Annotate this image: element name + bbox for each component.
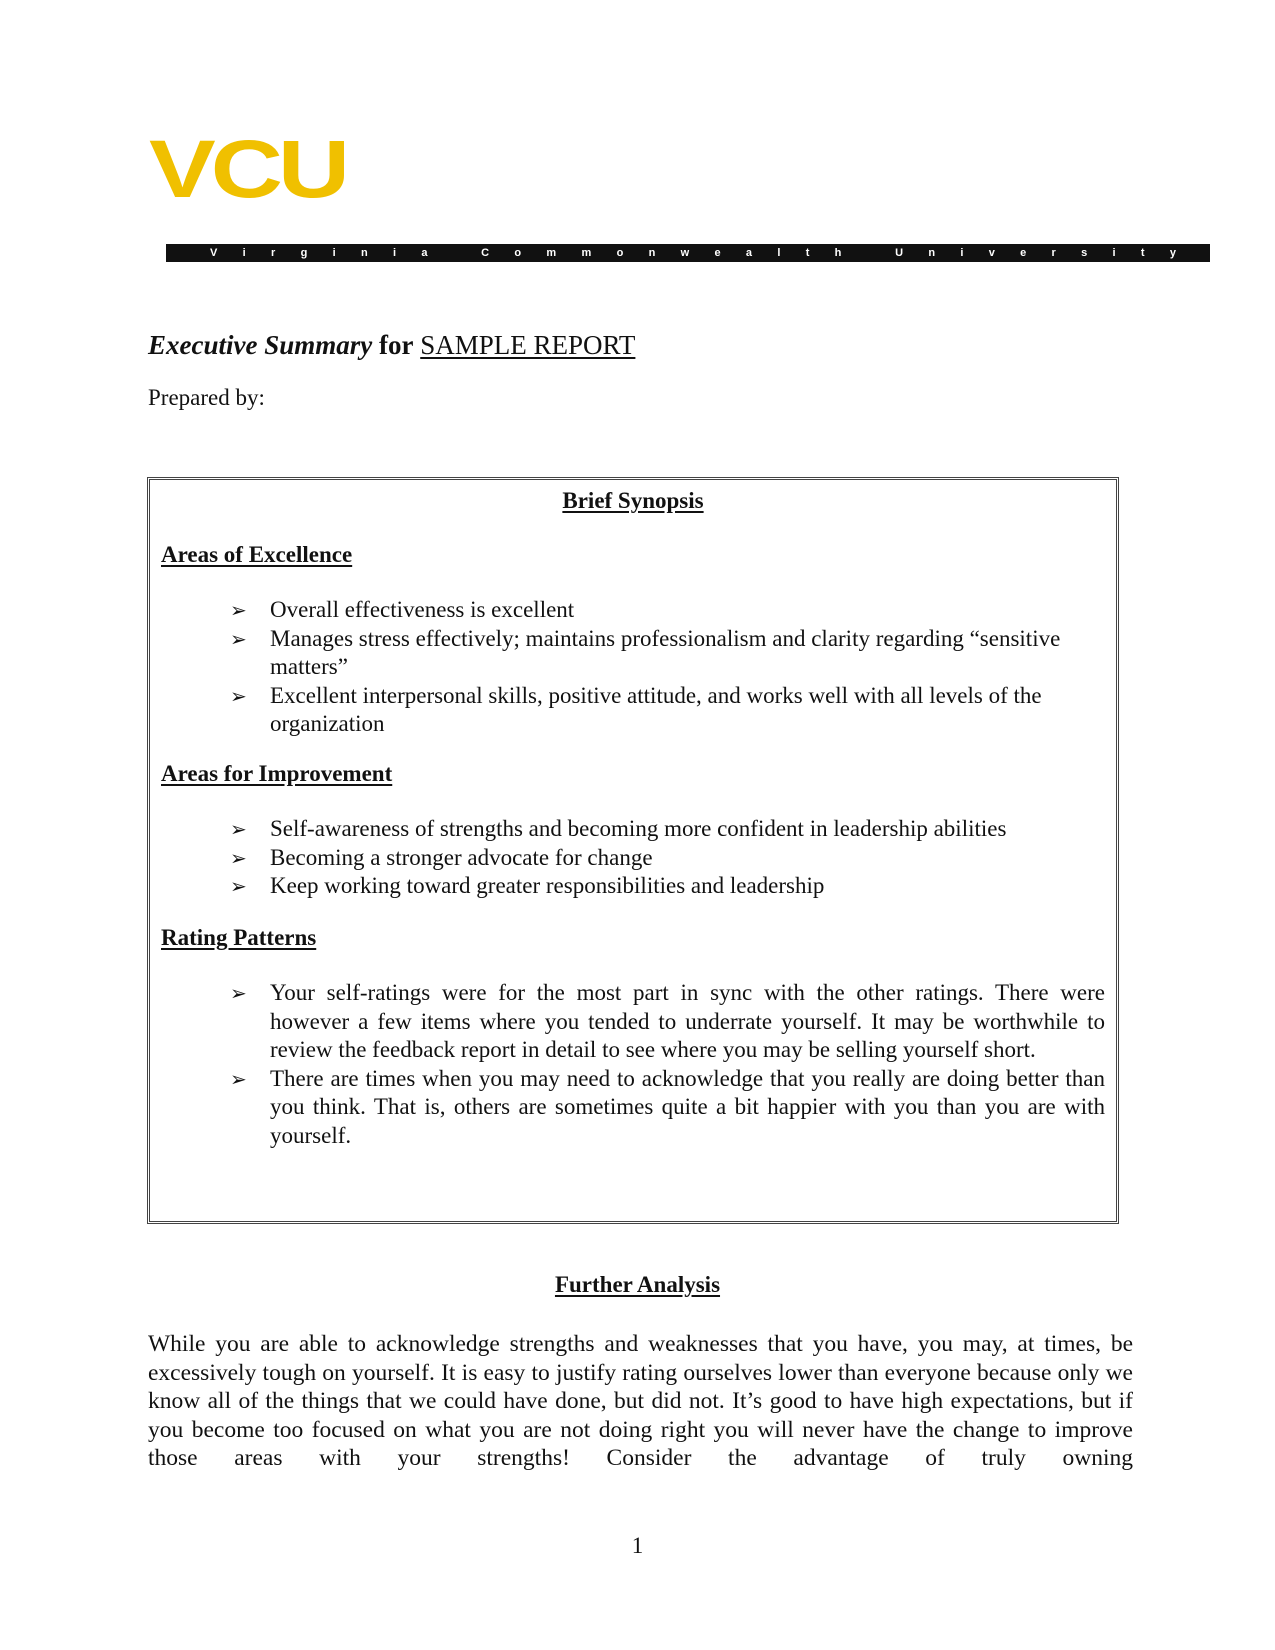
tagline-letter: n (360, 247, 368, 259)
arrow-bullet-icon: ➢ (230, 874, 247, 898)
tagline-letter: e (1020, 247, 1027, 259)
tagline-gap (867, 247, 870, 259)
title-report-name: SAMPLE REPORT (420, 330, 636, 360)
tagline-letter: t (805, 247, 810, 259)
tagline-gap (453, 247, 456, 259)
arrow-bullet-icon: ➢ (230, 626, 247, 651)
list-item-text: Manages stress effectively; maintains professionalism and clarity regarding “sensitive matters” (270, 625, 1061, 679)
logo-tagline-bar (166, 244, 1210, 262)
list-item-text: Overall effectiveness is excellent (270, 597, 575, 622)
tagline-letter: e (714, 247, 721, 259)
excellence-heading: Areas of Excellence (161, 542, 353, 567)
tagline-letter: w (680, 247, 690, 259)
tagline-letter: i (960, 247, 964, 259)
tagline-letter: a (421, 247, 428, 259)
list-item-text: Becoming a stronger advocate for change (270, 844, 653, 870)
tagline-letter: y (1169, 247, 1176, 259)
list-item (230, 1065, 1105, 1151)
arrow-bullet-icon: ➢ (230, 817, 247, 841)
synopsis-heading: Brief Synopsis (562, 488, 704, 513)
tagline-letter: i (1112, 247, 1116, 259)
tagline-letter: r (1051, 247, 1056, 259)
tagline-letter: t (1140, 247, 1145, 259)
synopsis-box (147, 477, 1119, 1224)
tagline-letter: V (210, 247, 218, 259)
page-number: 1 (631, 1533, 644, 1558)
tagline-letter: o (616, 247, 624, 259)
tagline-letter: l (777, 247, 781, 259)
list-item (230, 844, 1105, 873)
tagline-letter: i (393, 247, 397, 259)
list-item-text: Excellent interpersonal skills, positive attitude, and works well with all levels of the organization (270, 682, 1042, 736)
tagline-letter: s (1081, 247, 1088, 259)
list-item (230, 979, 1105, 1065)
further-analysis-paragraph: While you are able to acknowledge strengths and weaknesses that you have, you may, at times, be excessively tough on yourself. It is easy to justify rating ourselves lower than everyone because only we know all of the things that we could have done, but did not. It’s good to have high expectations, but if you become too focused on what you are not doing right you will never have the change to improve those areas with your strengths! Consider the advantage of truly owning (148, 1331, 1133, 1471)
tagline-letter: U (895, 247, 904, 259)
tagline-letter: r (271, 247, 276, 259)
title-italic: Executive Summary (148, 330, 373, 360)
list-item (230, 872, 1105, 901)
rating-list (230, 979, 1105, 1150)
list-item (230, 682, 1105, 739)
arrow-bullet-icon: ➢ (230, 981, 247, 1005)
list-item (230, 625, 1105, 682)
list-item (230, 815, 1105, 844)
list-item (230, 596, 1105, 625)
vcu-logo: VCU (149, 123, 346, 215)
list-item-text: Keep working toward greater responsibilities and leadership (270, 873, 825, 898)
arrow-bullet-icon: ➢ (230, 598, 247, 622)
tagline-letter: a (745, 247, 753, 259)
tagline-letter: i (332, 247, 336, 259)
tagline-letter: g (300, 247, 308, 259)
tagline-letter: n (648, 247, 656, 259)
further-analysis-heading: Further Analysis (554, 1272, 721, 1297)
improvement-heading: Areas for Improvement (161, 761, 393, 786)
prepared-by: Prepared by: (148, 385, 265, 410)
tagline-letter: h (834, 247, 842, 259)
arrow-bullet-icon: ➢ (230, 845, 247, 870)
rating-heading: Rating Patterns (161, 925, 317, 950)
list-item-text: There are times when you may need to acknowledge that you really are doing better than you think. That is, others are sometimes quite a bit happier with you than you are with yourself. (270, 1065, 1105, 1148)
title-connector: for (379, 330, 414, 360)
excellence-list (230, 596, 1105, 739)
arrow-bullet-icon: ➢ (230, 683, 247, 708)
tagline-letter: o (514, 247, 522, 259)
list-item-text: Your self-ratings were for the most part in sync with the other ratings. There were however a few items where you tended to underrate yourself. It may be worthwhile to review the feedback report in detail to see where you may be selling yourself short. (270, 980, 1105, 1062)
arrow-bullet-icon: ➢ (230, 1066, 247, 1091)
tagline-letter: m (546, 247, 557, 259)
tagline-letter: i (242, 247, 246, 259)
tagline-letter: v (988, 247, 995, 259)
tagline-letter: n (928, 247, 936, 259)
tagline-letter: m (581, 247, 592, 259)
tagline-letter: C (481, 247, 490, 259)
page-title (148, 330, 635, 361)
improvement-list (230, 815, 1105, 901)
list-item-text: Self-awareness of strengths and becoming more confident in leadership abilities (270, 816, 1007, 841)
